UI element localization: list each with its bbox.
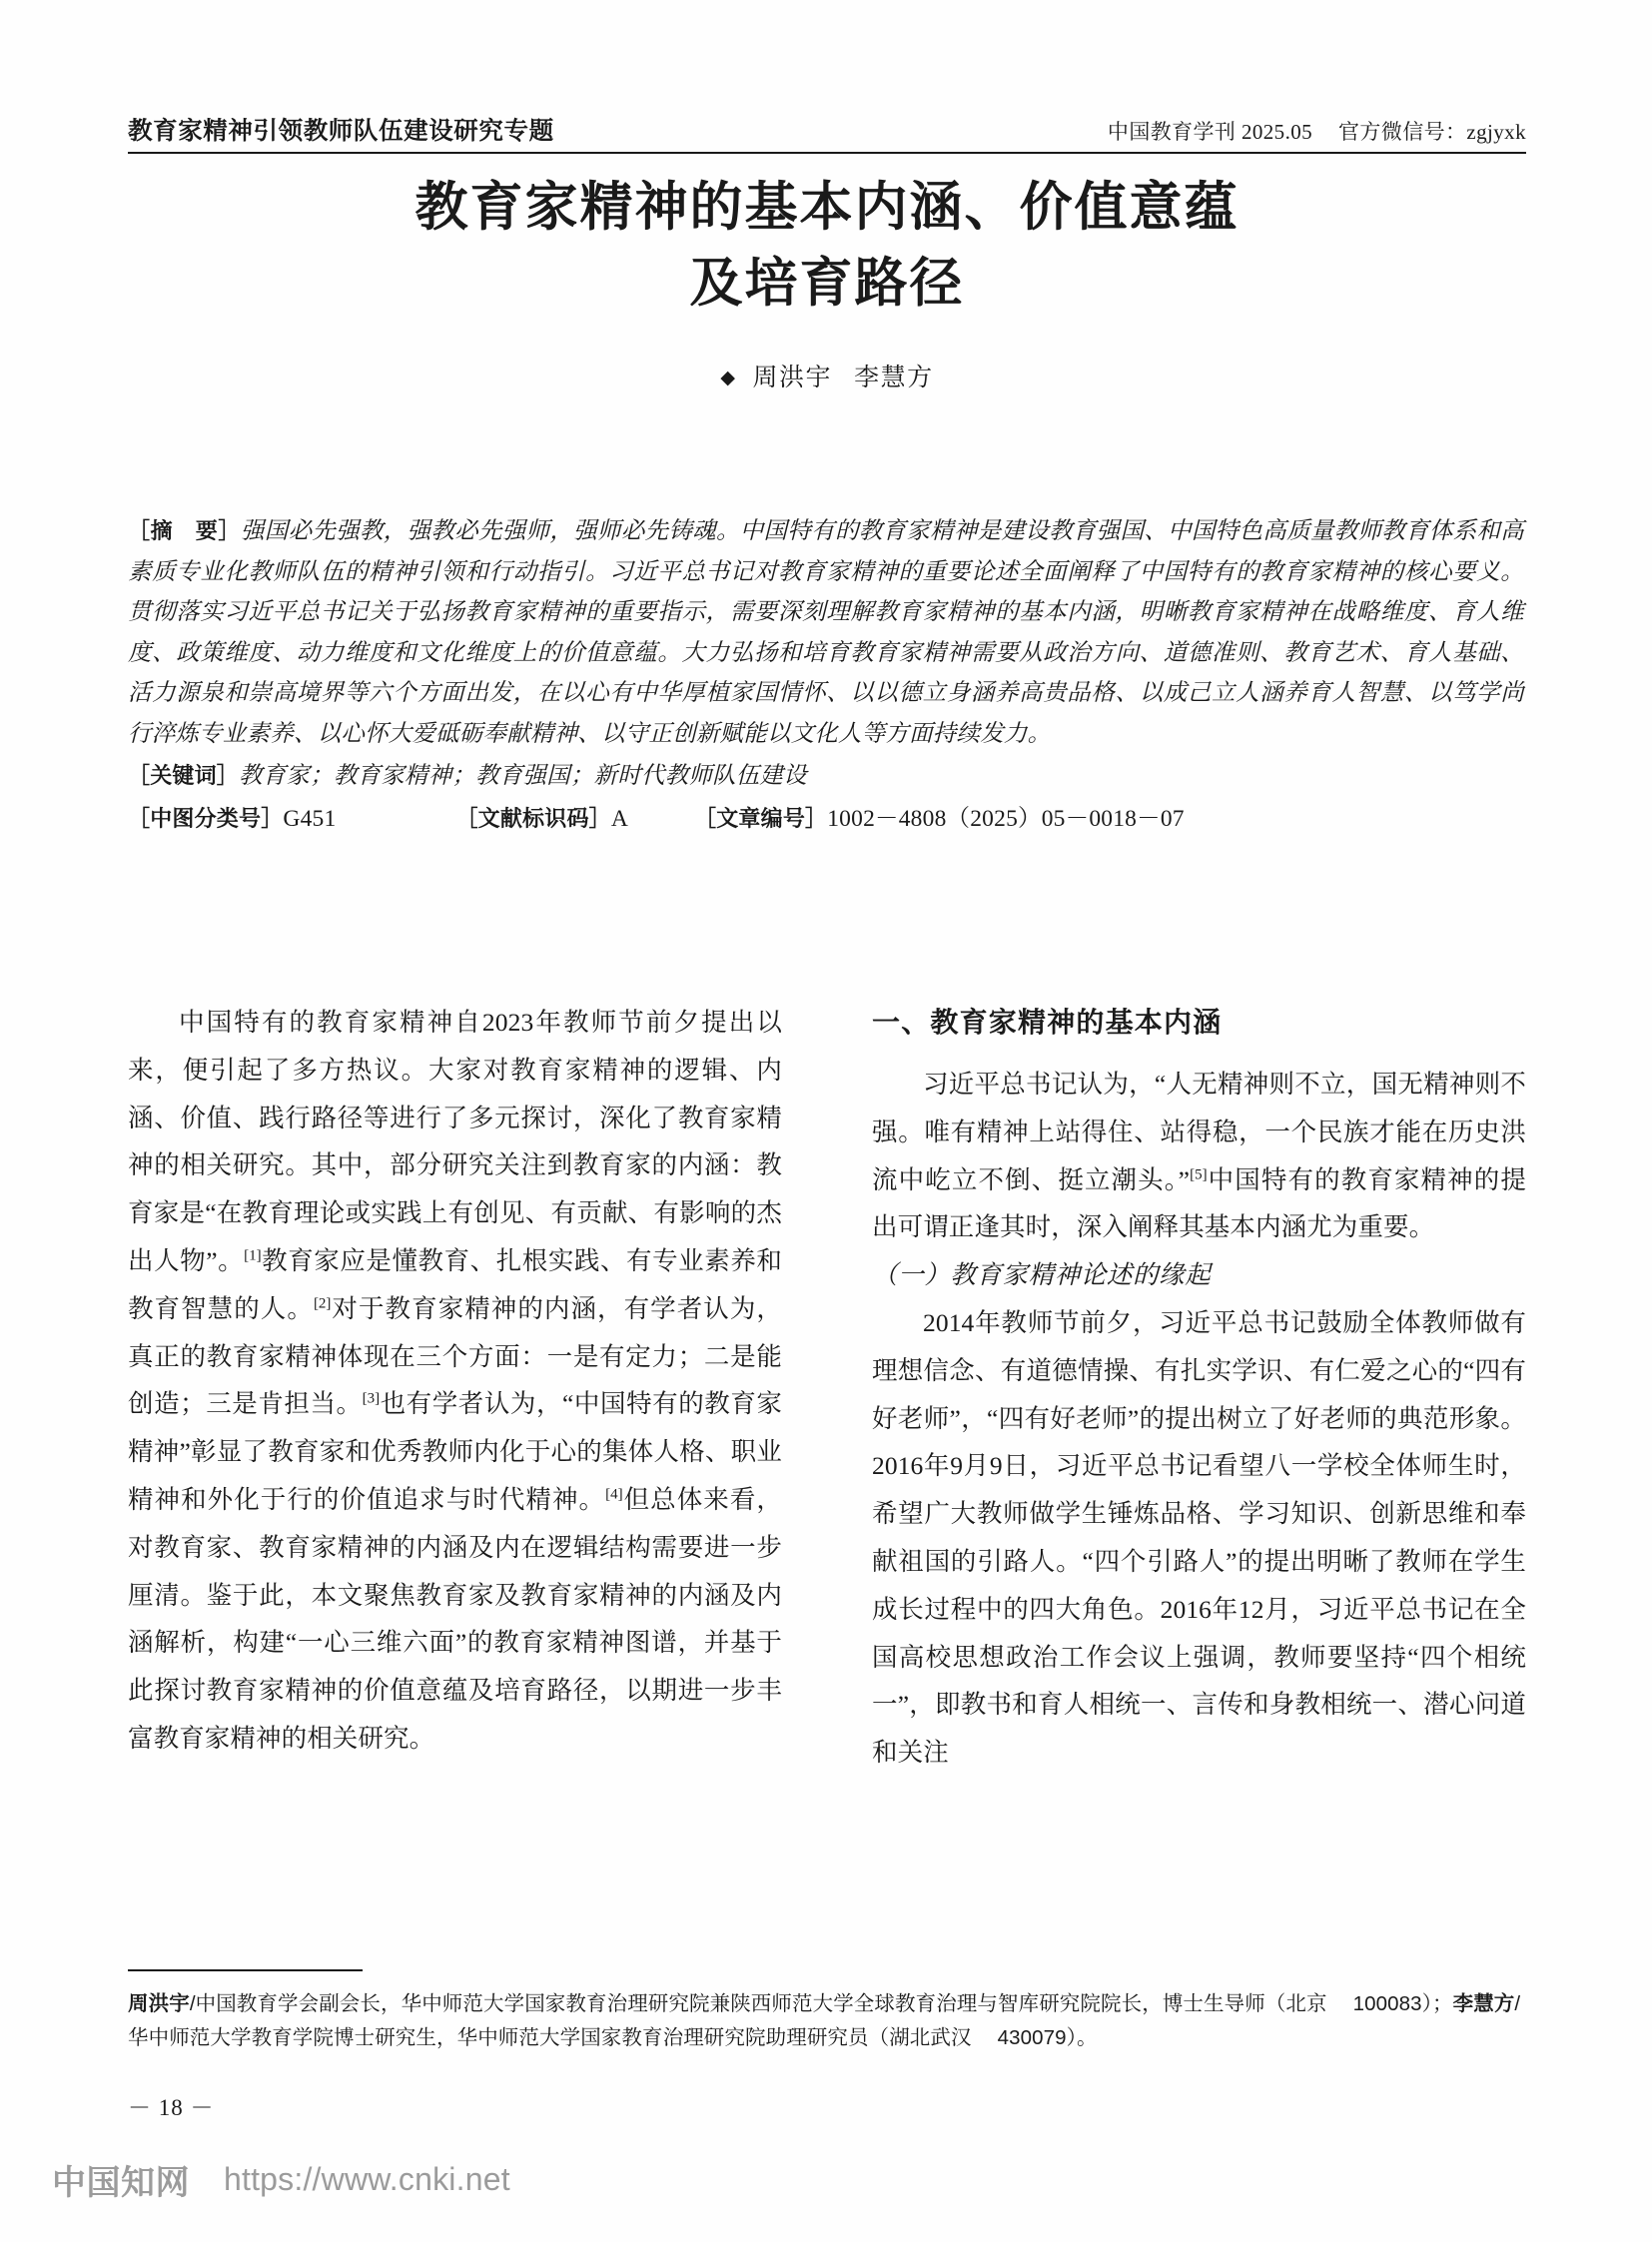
title-line-2: 及培育路径: [689, 255, 965, 313]
citation-marker: [2]: [313, 1295, 332, 1312]
journal-issue: 中国教育学刊 2025.05: [1107, 120, 1313, 144]
abstract-label: ［摘 要］: [128, 518, 241, 543]
body-column-right: [872, 999, 1526, 1838]
running-head: [128, 108, 1526, 154]
footnote-rule: [128, 1969, 363, 1971]
metadata-block: [128, 511, 1524, 839]
clc-label: ［中图分类号］: [128, 805, 284, 831]
footnote-affiliation-1: /中国教育学会副会长，华中师范大学国家教育治理研究院兼陕西师范大学全球教育治理与智库研究院院长，: [189, 1992, 1163, 2015]
abstract-text: 强国必先强教，强教必先强师，强师必先铸魂。中国特有的教育家精神是建设教育强国、中国特色高质量教师教育体系和高素质专业化教师队伍的精神引领和行动指引。习近平总书记对教育家精神的重要论述全面阐释了中国特有的教育家精神的核心要义。贯彻落实习近平总书记关于弘扬教育家精神的重要指示，需要深刻理解教育家精神的基本内涵，明晰教育家精神在战略维度、育人维度、政策维度、动力维度和文化维度上的价值意蕴。大力弘扬和培育教育家精神需要从政治方向、道德准则、教育艺术、育人基础、活力源泉和崇高境界等六个方面出发，在以心有中华厚植家国情怀、以以德立身涵养高贵品格、以成己立人涵养育人智慧、以笃学尚行淬炼专业素养、以心怀大爱砥砺奉献精神、以守正创新赋能以文化人等方面持续发力。: [128, 518, 1524, 747]
keywords-label: ［关键词］: [128, 763, 240, 788]
paragraph: [872, 1061, 1526, 1251]
footnote-affiliation-2: /华中师范大学教育学院博士研究生，华中师范大学国家教育治理研究院助理: [128, 1992, 1521, 2049]
footnote-city-2: 研究员（湖北武汉: [806, 2026, 972, 2049]
keywords: [128, 756, 1524, 797]
author-name-1: 周洪宇: [752, 365, 833, 391]
article-number-label: ［文章编号］: [694, 805, 828, 831]
body-column-left: [128, 999, 782, 1838]
citation-marker: [5]: [1190, 1166, 1208, 1183]
article-number-value: 1002－4808（2025）05－0018－07: [827, 805, 1185, 832]
paragraph-text: 习近平总书记认为，“人无精神则不立，国无精神则不强。唯有精神上站得住、站得稳，一个民族才能在历史洪流中屹立不倒、挺立潮头。”: [872, 1070, 1526, 1194]
citation-marker: [3]: [362, 1390, 381, 1407]
running-head-column-title: 教育家精神引领教师队伍建设研究专题: [128, 118, 554, 145]
keywords-text: 教育家；教育家精神；教育强国；新时代教师队伍建设: [239, 763, 807, 789]
cnki-url[interactable]: https://www.cnki.net: [224, 2161, 510, 2197]
section-heading-2: （一）教育家精神论述的缘起: [872, 1260, 1212, 1290]
paragraph-text: 也有学者认为，“中国特有的教育家精神”彰显了教育家和优秀教师内化于心的集体人格、职业精神和外化于行的价值追求与时代精神。: [128, 1389, 782, 1514]
footnote-text: [128, 1987, 1526, 2055]
clc-value: G451: [283, 805, 337, 832]
title-line-1: 教育家精神的基本内涵、价值意蕴: [414, 179, 1239, 237]
footnote-author-2: 李慧方: [1452, 1992, 1515, 2015]
page-number: － 18 －: [128, 2095, 215, 2120]
citation-marker: [1]: [244, 1247, 262, 1264]
footnote-zip-1: 100083: [1352, 1992, 1422, 2015]
footnote-sep: ）；: [1421, 1992, 1453, 2015]
author-affiliation-footnote: [128, 1969, 1526, 2055]
diamond-bullet-icon: ◆: [720, 368, 737, 388]
cnki-watermark: [52, 2155, 510, 2204]
paragraph: 2014年教师节前夕，习近平总书记鼓励全体教师做有理想信念、有道德情操、有扎实学识、有仁爱之心的“四有好老师”，“四有好老师”的提出树立了好老师的典范形象。2016年9月9日，习近平总书记看望八一学校全体师生时，希望广大教师做学生锤炼品格、学习知识、创新思维和奉献祖国的引路人。“四个引路人”的提出明晰了教师在学生成长过程中的四大角色。2016年12月，习近平总书记在全国高校思想政治工作会议上强调，教师要坚持“四个相统一”，即教书和育人相统一、言传和身教相统一、潜心问道和关注: [872, 1307, 1526, 1768]
cnki-logo: 中国知网: [52, 2164, 190, 2202]
footnote-end: ）。: [1066, 2026, 1098, 2049]
paragraph-text: 中国特有的教育家精神的提出可谓正逢其时，深入阐释其基本内涵尤为重要。: [872, 1164, 1527, 1242]
page-title: [128, 170, 1526, 322]
wechat-id: 官方微信号：zgjyxk: [1338, 120, 1526, 144]
author-name-2: 李慧方: [854, 365, 934, 391]
article-body: [128, 999, 1526, 1838]
paragraph-text: 中国特有的教育家精神自2023年教师节前夕提出以来，便引起了多方热议。大家对教育家精神的逻辑、内涵、价值、践行路径等进行了多元探讨，深化了教育家精神的相关研究。其中，部分研究关注到教育家的内涵：教育家是“在教育理论或实践上有创见、有贡献、有影响的杰出人物”。: [128, 1008, 782, 1275]
footnote-city-1: 博士生导师（北京: [1162, 1992, 1327, 2015]
footnote-zip-2: 430079: [997, 2026, 1067, 2049]
paragraph-text: 教育家应是懂教育、扎根实践、有专业素养和教育智慧的人。: [128, 1245, 782, 1323]
paragraph-text: 但总体来看，对教育家、教育家精神的内涵及内在逻辑结构需要进一步厘清。鉴于此，本文聚焦教育家及教育家精神的内涵及内涵解析，构建“一心三维六面”的教育家精神图谱，并基于此探讨教育家精神的价值意蕴及培育路径，以期进一步丰富教育家精神的相关研究。: [128, 1484, 782, 1753]
title-block: [128, 170, 1526, 393]
paragraph-text: 对于教育家精神的内涵，有学者认为，真正的教育家精神体现在三个方面：一是有定力；二是能创造；三是肯担当。: [128, 1293, 782, 1419]
abstract: [128, 511, 1524, 754]
citation-marker: [4]: [605, 1486, 623, 1503]
paragraph: [128, 999, 782, 1763]
document-code-value: A: [610, 805, 629, 832]
running-head-journal-info: [1108, 116, 1526, 147]
section-heading-1: 一、教育家精神的基本内涵: [872, 1007, 1223, 1038]
author-byline: [128, 358, 1526, 393]
footnote-author-1: 周洪宇: [128, 1992, 190, 2015]
classification-line: [128, 799, 1524, 840]
document-code-label: ［文献标识码］: [455, 805, 611, 831]
